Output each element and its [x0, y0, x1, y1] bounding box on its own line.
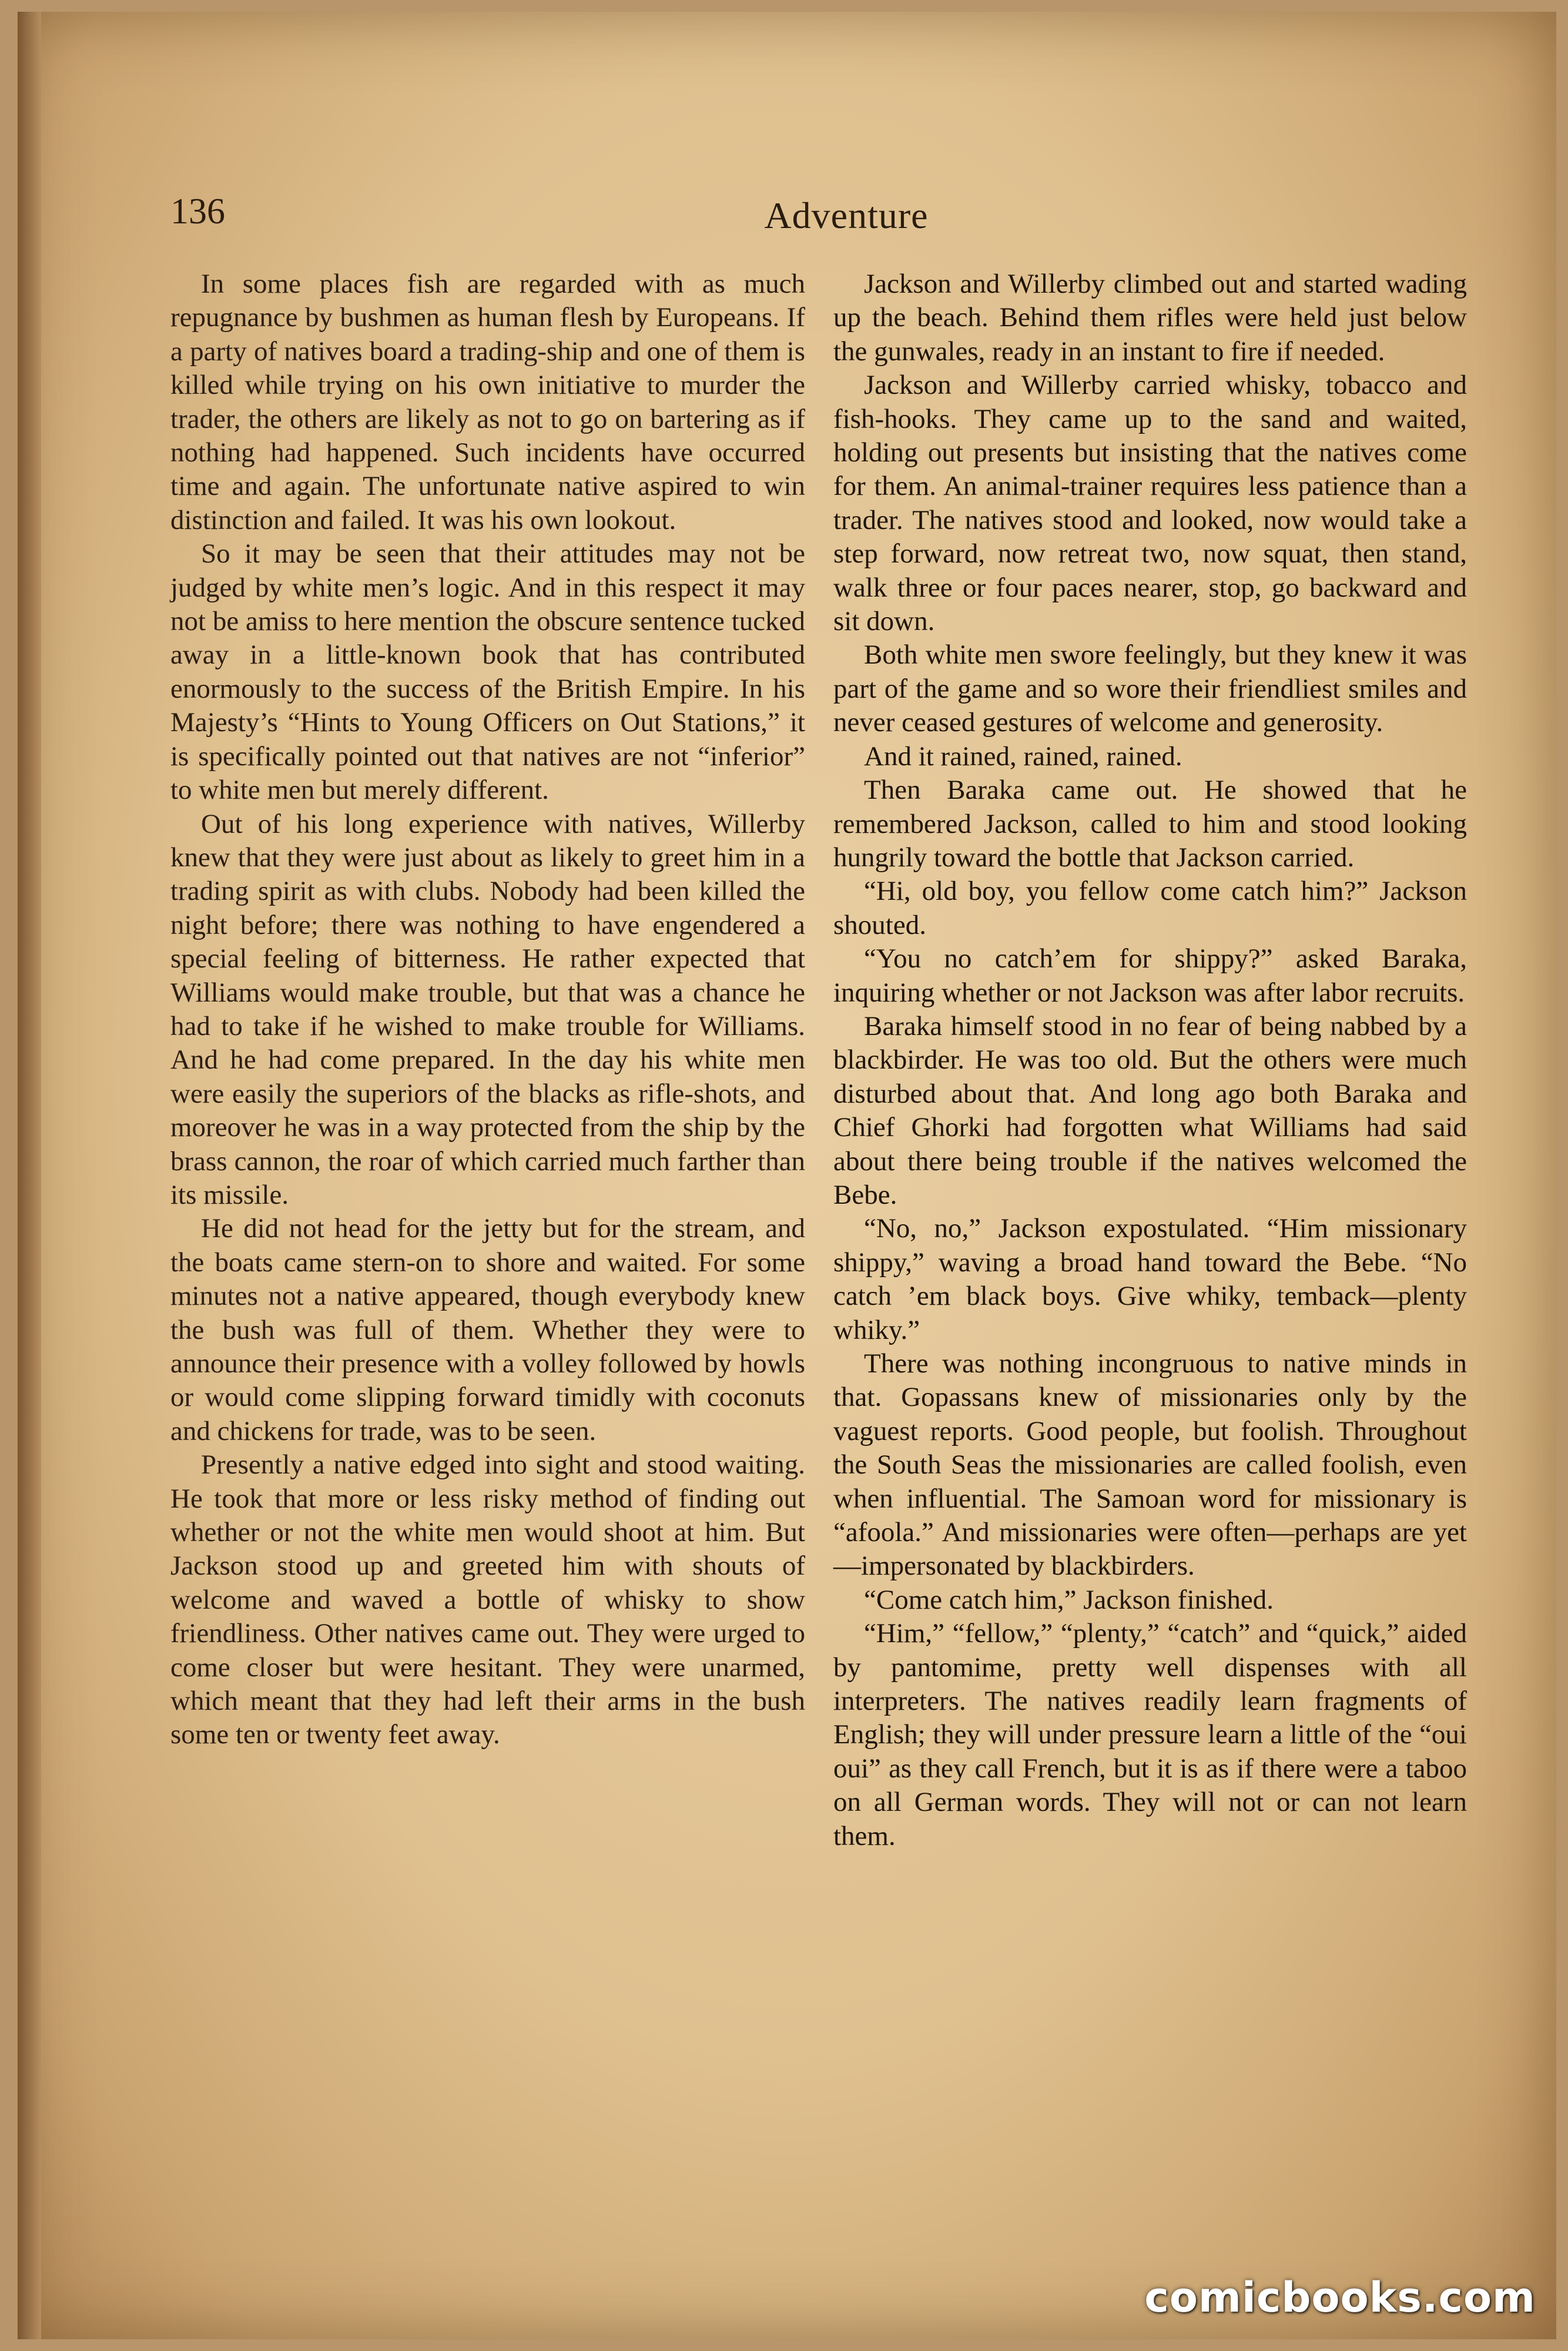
paragraph: Out of his long experience with natives, Willerby knew that they were just about as likely to greet him in a trading spirit as with clubs. Nobody had been killed the night before; there was nothing to have engendered a special feeling of bitterness. He rather expected that Williams would make trouble, but that was a chance he had to take if he wished to make trouble for Williams. And he had come prepared. In the day his white men were easily the superiors of the blacks as rifle-shots, and moreover he was in a way protected from the ship by the brass cannon, the roar of which carried much farther than its missile.: [170, 808, 805, 1210]
page-number: 136: [170, 192, 225, 232]
paragraph: Both white men swore feelingly, but they knew it was part of the game and so wore their friendliest smiles and never ceased gestures of welcome and generosity.: [833, 639, 1467, 738]
right-text-column: [833, 267, 1467, 2207]
page-spine-shadow: [18, 12, 41, 2339]
paragraph: “Hi, old boy, you fellow come catch him?” Jackson shouted.: [833, 876, 1467, 940]
paragraph: “Come catch him,” Jackson finished.: [864, 1584, 1274, 1615]
paragraph: Jackson and Willerby carried whisky, tobacco and fish-hooks. They came up to the sand and waited, holding out presents but insisting that the natives come for them. An animal-trainer requires less patience than a trader. The natives stood and looked, now would take a step forward, now retreat two, now squat, then stand, walk three or four paces nearer, stop, go backward and sit down.: [833, 370, 1467, 637]
paragraph: In some places fish are regarded with as much repugnance by bushmen as human flesh by Europeans. If a party of natives board a trading-ship and one of them is killed while trying on his own initiative to murder the trader, the others are likely as not to go on bartering as if nothing had happened. Such incidents have occurred time and again. The unfortunate native aspired to win distinction and failed. It was his own lookout.: [170, 269, 805, 535]
paragraph: Presently a native edged into sight and stood waiting. He took that more or less risky method of finding out whether or not the white men would shoot at him. But Jackson stood up and greeted him with shouts of welcome and waved a bottle of whisky to show friendliness. Other natives came out. They were urged to come closer but were hesitant. They were unarmed, which meant that they had left their arms in the bush some ten or twenty feet away.: [170, 1449, 805, 1750]
paragraph: “No, no,” Jackson expostulated. “Him missionary shippy,” waving a broad hand toward the Bebe. “No catch ’em black boys. Give whiky, temback—plenty whiky.”: [833, 1213, 1467, 1345]
site-watermark: comicbooks.com: [1144, 2273, 1536, 2322]
paragraph: There was nothing incongruous to native minds in that. Gopassans knew of missionaries only by the vaguest reports. Good people, but foolish. Throughout the South Seas the missionaries are called foolish, even when influential. The Samoan word for missionary is “afoola.” And missionaries were often—perhaps are yet—impersonated by blackbirders.: [833, 1348, 1467, 1582]
paragraph: “Him,” “fellow,” “plenty,” “catch” and “quick,” aided by pantomime, pretty well dispenses with all interpreters. The natives readily learn fragments of English; they will under pressure learn a little of the “oui oui” as they call French, but it is as if there were a taboo on all German words. They will not or can not learn them.: [833, 1618, 1467, 1851]
left-text-column: [170, 267, 805, 2207]
paragraph: Then Baraka came out. He showed that he remembered Jackson, called to him and stood looking hungrily toward the bottle that Jackson carried.: [833, 775, 1467, 873]
paragraph: He did not head for the jetty but for the stream, and the boats came stern-on to shore and waited. For some minutes not a native appeared, though everybody knew the bush was full of them. Whether they were to announce their presence with a volley followed by howls or would come slipping forward timidly with coconuts and chickens for trade, was to be seen.: [170, 1213, 805, 1446]
paragraph: Jackson and Willerby climbed out and started wading up the beach. Behind them rifles were held just below the gunwales, ready in an instant to fire if needed.: [833, 269, 1467, 367]
paragraph: And it rained, rained, rained.: [864, 741, 1182, 772]
paragraph: So it may be seen that their attitudes may not be judged by white men’s logic. And in this respect it may not be amiss to here mention the obscure sentence tucked away in a little-known book that has contributed enormously to the success of the British Empire. In his Majesty’s “Hints to Young Officers on Out Stations,” it is specifically pointed out that natives are not “inferior” to white men but merely different.: [170, 538, 805, 806]
paragraph: Baraka himself stood in no fear of being nabbed by a blackbirder. He was too old. But the others were much disturbed about that. And long ago both Baraka and Chief Ghorki had forgotten what Williams had said about there being trouble if the natives welcomed the Bebe.: [833, 1010, 1467, 1210]
running-title: Adventure: [764, 195, 929, 236]
paragraph: “You no catch’em for shippy?” asked Baraka, inquiring whether or not Jackson was after labor recruits.: [833, 943, 1467, 1008]
